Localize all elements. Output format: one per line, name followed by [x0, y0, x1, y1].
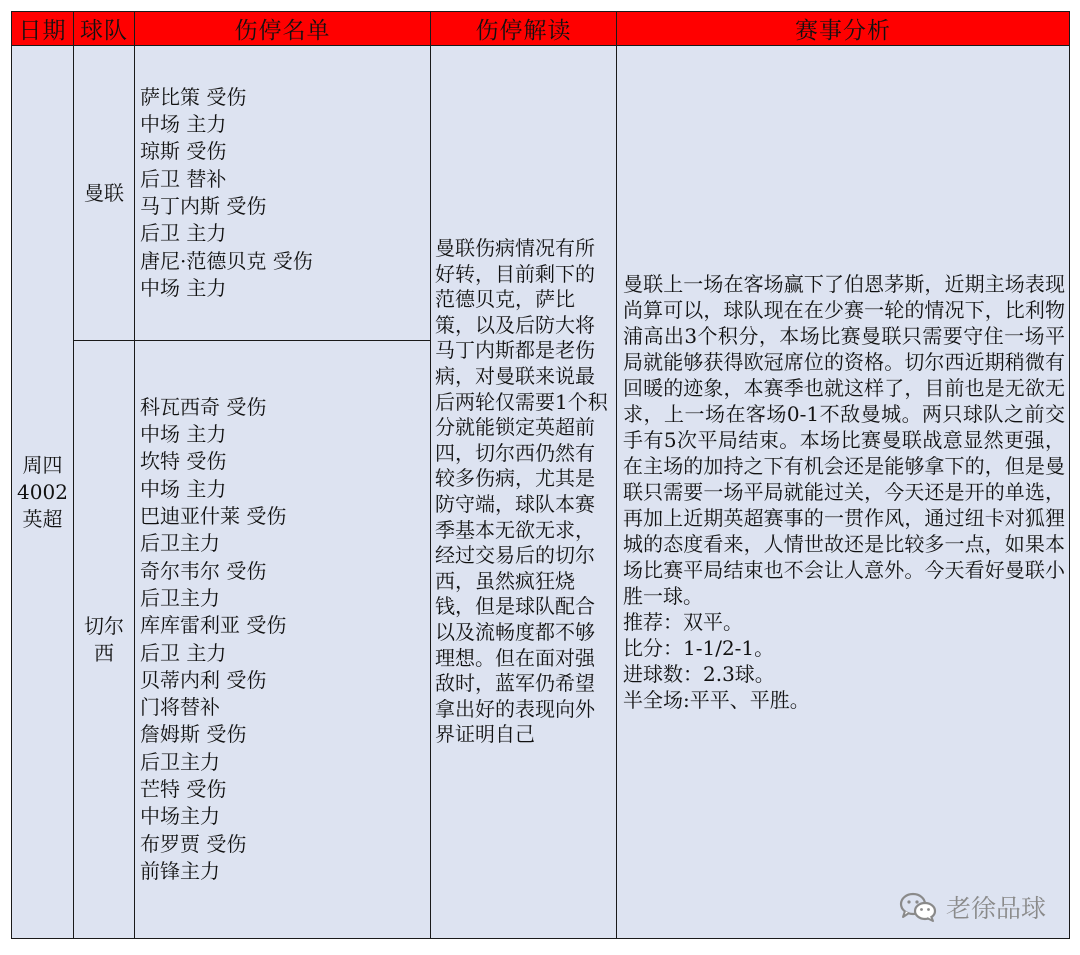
injury-line: 后卫主力	[140, 531, 220, 556]
analysis-body: 曼联上一场在客场赢下了伯恩茅斯，近期主场表现尚算可以，球队现在在少赛一轮的情况下，比利物浦高出3个积分，本场比赛曼联只需要守住一场平局就能够获得欧冠席位的资格。切尔西近期稍微有回暖的迹象，本赛季也就这样了，目前也是无欲无求，上一场在客场0-1不敌曼城。两只球队之前交手有5次平局结束。本场比赛曼联战意显然更强，在主场的加持之下有机会还是能够拿下的，但是曼联只需要一场平局就能过关，今天还是开的单选，再加上近期英超赛事的一贯作风，通过纽卡对狐狸城的态度看来，人情世故还是比较多一点，如果本场比赛平局结束也不会让人意外。今天看好曼联小胜一球。	[623, 272, 1065, 608]
header-injury-list: 伤停名单	[135, 12, 431, 46]
header-match-analysis: 赛事分析	[617, 12, 1070, 46]
injury-line: 奇尔韦尔 受伤	[140, 558, 267, 583]
injury-line: 中场主力	[140, 804, 220, 829]
analysis-goals: 进球数：2.3球。	[623, 662, 775, 686]
injury-line: 库库雷利亚 受伤	[140, 613, 287, 638]
team-name-home	[74, 46, 135, 341]
injury-line: 坎特 受伤	[140, 449, 227, 474]
header-row	[12, 12, 1070, 46]
injury-line: 中场 主力	[140, 112, 227, 137]
header-team: 球队	[74, 12, 135, 46]
team-name-line: 曼联	[84, 180, 124, 205]
date-weekday: 周四	[22, 452, 63, 477]
analysis-half-full: 半全场:平平、平胜。	[623, 688, 810, 712]
injury-line: 后卫 替补	[140, 166, 227, 191]
injury-line: 芒特 受伤	[140, 776, 227, 801]
injury-line: 门将替补	[140, 695, 220, 720]
header-date: 日期	[12, 12, 74, 46]
injury-line: 唐尼·范德贝克 受伤	[140, 248, 313, 273]
wechat-icon	[898, 892, 938, 922]
date-match-number: 4002	[17, 479, 68, 504]
injury-line: 科瓦西奇 受伤	[140, 394, 267, 419]
injury-line: 后卫 主力	[140, 221, 227, 246]
watermark-text: 老徐品球	[945, 894, 1046, 923]
injury-line: 琼斯 受伤	[140, 139, 227, 164]
match-preview-table	[11, 11, 1070, 939]
match-analysis-cell	[617, 46, 1070, 939]
header-injury-reading: 伤停解读	[431, 12, 617, 46]
injury-reading-text: 曼联伤病情况有所好转，目前剩下的范德贝克，萨比策，以及后防大将马丁内斯都是老伤病，对曼联来说最后两轮仅需要1个积分就能锁定英超前四，切尔西仍然有较多伤病，尤其是防守端，球队本赛季基本无欲无求，经过交易后的切尔西，虽然疯狂烧钱，但是球队配合以及流畅度都不够理想。但在面对强敌时，蓝军仍希望拿出好的表现向外界证明自己	[435, 236, 608, 747]
analysis-score: 比分：1-1/2-1。	[623, 636, 775, 660]
injury-line: 布罗贾 受伤	[140, 831, 247, 856]
injury-line: 中场 主力	[140, 422, 227, 447]
injury-line: 詹姆斯 受伤	[140, 722, 247, 747]
injury-reading-cell	[431, 46, 617, 939]
match-date-cell	[12, 46, 74, 939]
injury-line: 巴迪亚什莱 受伤	[140, 504, 287, 529]
injury-line: 后卫主力	[140, 749, 220, 774]
watermark	[898, 891, 1046, 923]
injury-line: 前锋主力	[140, 858, 220, 883]
injury-line: 后卫 主力	[140, 640, 227, 665]
analysis-recommend: 推荐：双平。	[623, 610, 743, 634]
injury-line: 萨比策 受伤	[140, 84, 247, 109]
team-name-away	[74, 341, 135, 939]
injury-list-away	[135, 341, 431, 939]
injury-list-home	[135, 46, 431, 341]
injury-line: 马丁内斯 受伤	[140, 194, 267, 218]
injury-line: 中场 主力	[140, 275, 227, 300]
injury-line: 中场 主力	[140, 476, 227, 501]
date-league: 英超	[22, 506, 63, 531]
team-name-line: 西	[94, 640, 114, 665]
injury-line: 后卫主力	[140, 585, 220, 610]
injury-line: 贝蒂内利 受伤	[140, 667, 267, 692]
team-name-line: 切尔	[84, 613, 124, 638]
team-row-home	[12, 46, 1070, 341]
